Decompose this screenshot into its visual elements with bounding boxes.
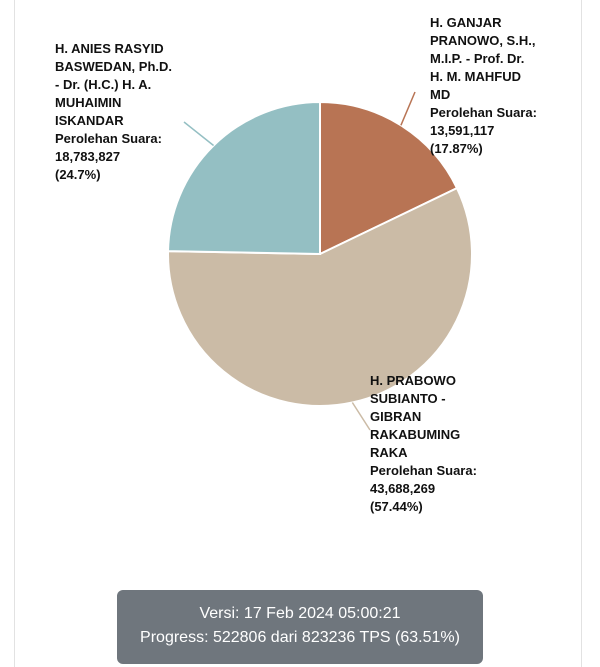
candidate-name-prabowo: H. PRABOWO SUBIANTO - GIBRAN RAKABUMING RAKA (370, 373, 461, 460)
votes-caption-prabowo: Perolehan Suara: (370, 463, 477, 478)
slice-label-anies (55, 40, 185, 184)
votes-value-ganjar: 13,591,117 (430, 123, 495, 138)
slice-label-prabowo (370, 372, 490, 516)
votes-percent-prabowo: (57.44%) (370, 499, 423, 514)
leader-line-prabowo (352, 403, 370, 430)
votes-caption-ganjar: Perolehan Suara: (430, 105, 537, 120)
leader-line-anies (184, 122, 214, 145)
progress-text: Progress: 522806 dari 823236 TPS (63.51%) (140, 629, 460, 646)
votes-value-anies: 18,783,827 (55, 149, 121, 164)
candidate-name-anies: H. ANIES RASYID BASWEDAN, Ph.D. - Dr. (H.C.) H. A. MUHAIMIN ISKANDAR (55, 41, 172, 128)
version-progress-box (117, 590, 483, 664)
votes-caption-anies: Perolehan Suara: (55, 131, 162, 146)
version-text: Versi: 17 Feb 2024 05:00:21 (199, 605, 401, 622)
votes-percent-ganjar: (17.87%) (430, 141, 483, 156)
votes-percent-anies: (24.7%) (55, 167, 101, 182)
candidate-name-ganjar: H. GANJAR PRANOWO, S.H., M.I.P. - Prof. Dr. H. M. MAHFUD MD (430, 15, 536, 102)
leader-line-ganjar (401, 92, 415, 125)
pie-slice-anies (168, 102, 320, 254)
slice-label-ganjar (430, 14, 550, 158)
votes-value-prabowo: 43,688,269 (370, 481, 436, 496)
